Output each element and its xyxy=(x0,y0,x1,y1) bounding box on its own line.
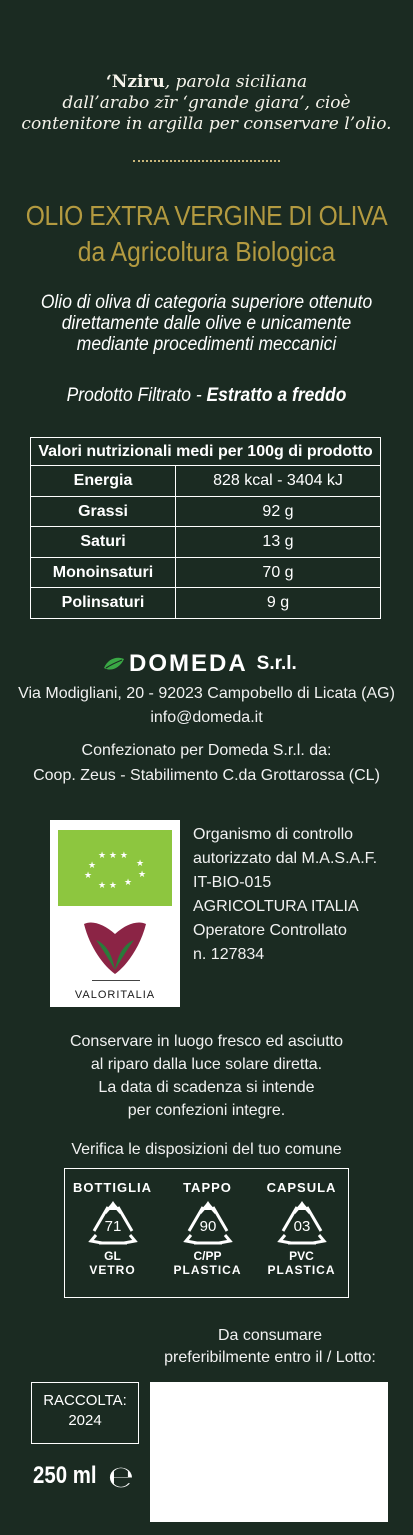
process-bold: Estratto a freddo xyxy=(206,385,347,406)
eu-leaf-icon xyxy=(58,830,172,906)
harvest-label: RACCOLTA: xyxy=(43,1392,127,1409)
nutrition-header: Valori nutrizionali medi per 100g di prodotto xyxy=(31,438,380,466)
nutrient-value: 9 g xyxy=(266,594,290,611)
volume-amount: 250 ml xyxy=(33,1462,97,1489)
recycle-number: 71 xyxy=(104,1218,121,1235)
nutrient-label: Saturi xyxy=(31,527,176,557)
intro-word: ‘Nziru xyxy=(105,72,165,92)
dotted-divider xyxy=(133,160,280,162)
storage-line: al riparo dalla luce solare diretta. xyxy=(90,1056,323,1073)
cert-line: n. 127834 xyxy=(193,946,265,963)
svg-text:★ ★: ★ ★ xyxy=(98,881,117,891)
logo-divider xyxy=(92,980,140,981)
product-subtitle: da Agricoltura Biologica xyxy=(77,236,336,267)
harvest-box xyxy=(31,1382,139,1444)
intro-line3: contenitore in argilla per conservare l’olio. xyxy=(21,114,392,134)
svg-text:★: ★ xyxy=(88,861,97,871)
nutrient-value: 70 g xyxy=(262,563,294,581)
company-suffix: S.r.l. xyxy=(256,653,297,674)
table-row xyxy=(31,588,380,618)
cert-line: autorizzato dal M.A.S.A.F. xyxy=(193,850,378,867)
recycle-number: 03 xyxy=(293,1218,310,1235)
valoritalia-icon xyxy=(82,918,148,976)
recycle-arrows-icon xyxy=(88,1201,138,1247)
description-line1: Olio di oliva di categoria superiore ottenuto xyxy=(40,292,373,313)
description-line3: mediante procedimenti meccanici xyxy=(76,334,337,355)
leaf-icon xyxy=(103,656,125,672)
cert-line: IT-BIO-015 xyxy=(193,874,272,891)
storage-line: Conservare in luogo fresco ed asciutto xyxy=(69,1033,344,1050)
svg-text:★ ★ ★: ★ ★ ★ xyxy=(98,851,128,861)
certification-logos xyxy=(50,820,180,1007)
nutrient-label: Polinsaturi xyxy=(31,588,176,618)
recycling-code: C/PP xyxy=(193,1249,222,1263)
valoritalia-label: VALORITALIA xyxy=(74,989,156,1001)
recycling-item-bottle xyxy=(65,1169,160,1296)
nutrient-value: 13 g xyxy=(262,533,294,550)
nutrient-value: 92 g xyxy=(262,502,294,520)
address-line: Via Modigliani, 20 - 92023 Campobello di Licata (AG) xyxy=(18,685,395,702)
packed-line2: Coop. Zeus - Stabilimento C.da Grottarossa (CL) xyxy=(33,767,380,784)
company-logo xyxy=(103,650,297,678)
svg-text:★: ★ xyxy=(84,871,93,881)
intro-line1: , parola siciliana xyxy=(164,72,308,92)
table-row xyxy=(31,466,380,497)
svg-text:★: ★ xyxy=(136,859,145,869)
estimated-sign-icon: ℮ xyxy=(108,1460,134,1495)
certification-text xyxy=(193,823,403,967)
recycling-part: CAPSULA xyxy=(266,1180,337,1195)
description-line2: direttamente dalle olive e unicamente xyxy=(61,313,352,334)
cert-line: Operatore Controllato xyxy=(193,922,347,939)
recycle-arrows-icon xyxy=(183,1201,233,1247)
svg-text:★: ★ xyxy=(124,878,133,888)
packed-line1: Confezionato per Domeda S.r.l. da: xyxy=(81,742,332,759)
eu-organic-logo xyxy=(58,830,172,906)
recycling-item-capsule xyxy=(254,1169,349,1296)
process-note xyxy=(17,385,397,407)
recycling-heading: Verifica le disposizioni del tuo comune xyxy=(71,1141,342,1158)
packer-info xyxy=(0,738,413,788)
harvest-year: 2024 xyxy=(68,1412,102,1429)
expiry-line2: preferibilmente entro il / Lotto: xyxy=(164,1349,376,1366)
storage-line: La data di scadenza si intende xyxy=(98,1079,315,1096)
nutrient-value: 828 kcal - 3404 kJ xyxy=(213,472,343,489)
recycling-material: PLASTICA xyxy=(173,1263,242,1277)
company-address xyxy=(0,682,413,730)
storage-instructions xyxy=(0,1030,413,1122)
expiry-label xyxy=(150,1325,390,1369)
recycling-material: PLASTICA xyxy=(267,1263,336,1277)
recycling-code: GL xyxy=(104,1249,121,1263)
process-prefix: Prodotto Filtrato - xyxy=(66,385,207,406)
recycling-material: VETRO xyxy=(89,1263,136,1277)
intro-line2: dall’arabo zīr ‘grande giara’, cioè xyxy=(62,93,351,113)
cert-line: Organismo di controllo xyxy=(193,826,354,843)
email-text: info@domeda.it xyxy=(150,709,263,726)
product-title: OLIO EXTRA VERGINE DI OLIVA xyxy=(25,200,388,231)
product-description xyxy=(35,292,378,355)
storage-line: per confezioni integre. xyxy=(127,1102,286,1119)
recycle-arrows-icon xyxy=(277,1201,327,1247)
company-name: DOMEDA xyxy=(129,650,248,677)
nutrient-label: Grassi xyxy=(31,497,176,527)
recycle-number: 90 xyxy=(199,1218,216,1235)
recycling-item-cap xyxy=(160,1169,255,1296)
nutrient-label: Monoinsaturi xyxy=(31,558,176,588)
intro-quote xyxy=(0,72,413,135)
recycling-part: BOTTIGLIA xyxy=(72,1180,153,1195)
recycling-part: TAPPO xyxy=(183,1180,232,1195)
cert-line: AGRICOLTURA ITALIA xyxy=(193,898,359,915)
table-row xyxy=(31,558,380,589)
expiry-line1: Da consumare xyxy=(217,1327,323,1344)
table-row xyxy=(31,497,380,528)
lot-print-area xyxy=(150,1382,388,1522)
recycling-box xyxy=(64,1168,349,1298)
svg-text:★: ★ xyxy=(138,870,147,880)
recycling-code: PVC xyxy=(289,1249,314,1263)
table-row xyxy=(31,527,380,558)
nutrient-label: Energia xyxy=(31,466,176,496)
nutrition-table xyxy=(30,437,381,619)
